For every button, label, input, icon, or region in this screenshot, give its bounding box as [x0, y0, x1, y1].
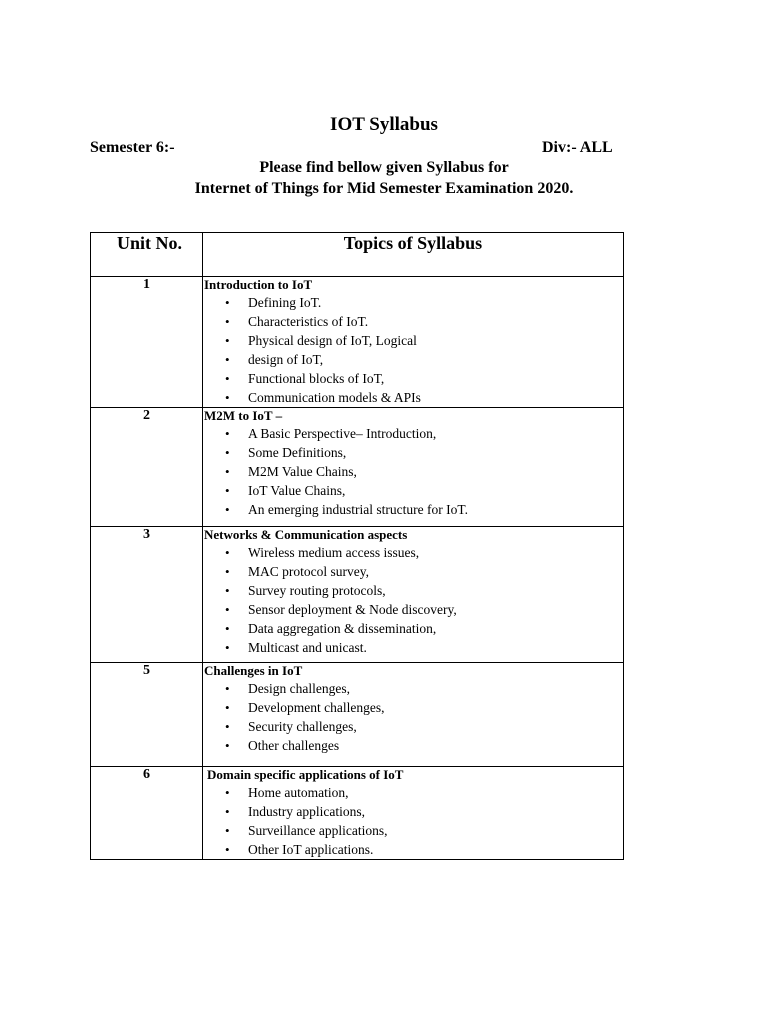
table-row [91, 408, 624, 527]
list-item: • Other IoT applications. [203, 840, 623, 858]
topics-column-header: Topics of Syllabus [203, 233, 624, 277]
list-item: • MAC protocol survey, [203, 562, 623, 581]
list-item: • M2M Value Chains, [203, 462, 623, 481]
unit-number: 1 [91, 277, 203, 408]
table-row [91, 527, 624, 663]
list-item: • Wireless medium access issues, [203, 543, 623, 562]
list-item: • Survey routing protocols, [203, 581, 623, 600]
division-label: Div:- ALL [542, 139, 613, 156]
table-row [91, 277, 624, 408]
topic-list [203, 424, 623, 519]
list-item: • Security challenges, [203, 717, 623, 736]
list-item: • A Basic Perspective– Introduction, [203, 424, 623, 443]
page-title: IOT Syllabus [330, 114, 438, 135]
list-item: • Physical design of IoT, Logical [203, 331, 623, 350]
topic-list [203, 543, 623, 657]
topic-cell [203, 663, 624, 767]
list-item: • Surveillance applications, [203, 821, 623, 840]
topic-title: Introduction to IoT [204, 277, 313, 292]
topic-title: M2M to IoT – [204, 408, 283, 423]
list-item: • Functional blocks of IoT, [203, 369, 623, 388]
topic-list [203, 679, 623, 755]
unit-number: 3 [91, 527, 203, 663]
list-item: • An emerging industrial structure for IoT. [203, 500, 623, 519]
table-row [91, 767, 624, 860]
list-item: • Communication models & APIs [203, 388, 623, 406]
table-row [91, 663, 624, 767]
topic-cell [203, 767, 624, 860]
topic-title: Challenges in IoT [204, 663, 303, 678]
list-item: • Industry applications, [203, 802, 623, 821]
unit-column-header: Unit No. [91, 233, 203, 277]
unit-number: 6 [91, 767, 203, 860]
list-item: • Home automation, [203, 783, 623, 802]
list-item: • Development challenges, [203, 698, 623, 717]
list-item: • Some Definitions, [203, 443, 623, 462]
list-item: • Sensor deployment & Node discovery, [203, 600, 623, 619]
intro-line-2: Internet of Things for Mid Semester Examination 2020. [194, 180, 574, 197]
syllabus-table [90, 232, 624, 860]
unit-number: 5 [91, 663, 203, 767]
topic-cell [203, 277, 624, 408]
topic-cell [203, 527, 624, 663]
list-item: • Characteristics of IoT. [203, 312, 623, 331]
intro-line-1: Please find bellow given Syllabus for [259, 159, 509, 176]
list-item: • Multicast and unicast. [203, 638, 623, 657]
topic-cell [203, 408, 624, 527]
topic-title: Networks & Communication aspects [204, 527, 408, 542]
list-item: • design of IoT, [203, 350, 623, 369]
table-header-row [91, 233, 624, 277]
topic-list [203, 293, 623, 406]
semester-label: Semester 6:- [90, 139, 175, 156]
topic-list [203, 783, 623, 858]
list-item: • Other challenges [203, 736, 623, 755]
unit-number: 2 [91, 408, 203, 527]
list-item: • Data aggregation & dissemination, [203, 619, 623, 638]
list-item: • IoT Value Chains, [203, 481, 623, 500]
topic-title: Domain specific applications of IoT [207, 767, 404, 782]
list-item: • Defining IoT. [203, 293, 623, 312]
list-item: • Design challenges, [203, 679, 623, 698]
